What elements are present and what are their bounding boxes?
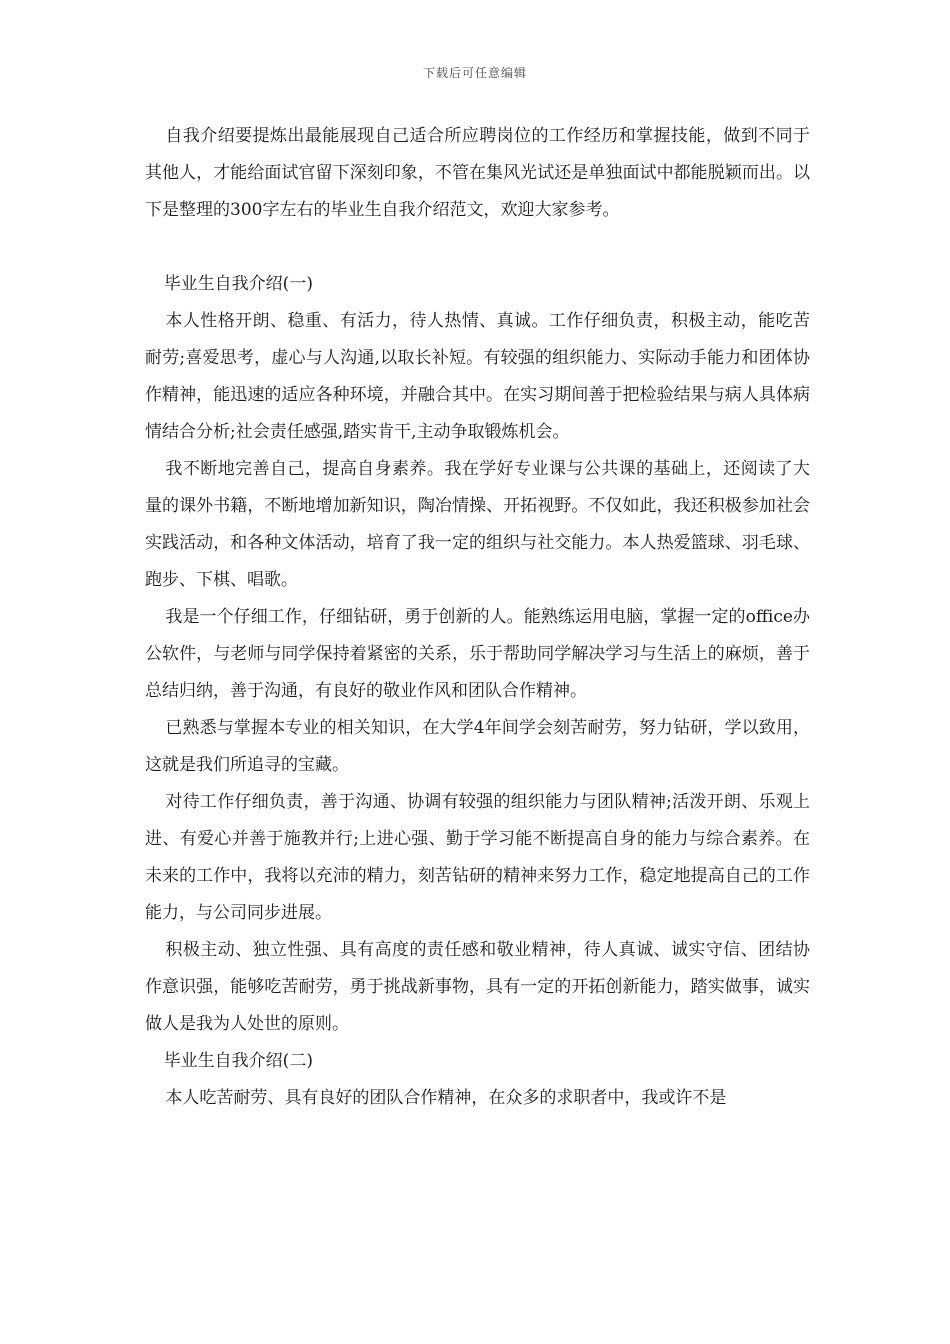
body-paragraph: 本人吃苦耐劳、具有良好的团队合作精神，在众多的求职者中，我或许不是 [165,1088,727,1108]
body-paragraph: 已熟悉与掌握本专业的相关知识，在大学4年间学会刻苦耐劳，努力钻研，学以致用，这就是我们所追寻的宝藏。 [145,718,810,775]
body-paragraph: 我不断地完善自己，提高自身素养。我在学好专业课与公共课的基础上，还阅读了大量的课外书籍，不断地增加新知识，陶冶情操、开拓视野。不仅如此，我还积极参加社会实践活动，和各种文体活动，培育了我一定的组织与社交能力。本人热爱篮球、羽毛球、跑步、下棋、唱歌。 [145,459,810,590]
body-paragraph: 对待工作仔细负责，善于沟通、协调有较强的组织能力与团队精神;活泼开朗、乐观上进、有爱心并善于施教并行;上进心强、勤于学习能不断提高自身的能力与综合素养。在未来的工作中，我将以充沛的精力，刻苦钻研的精神来努力工作，稳定地提高自己的工作能力，与公司同步进展。 [145,792,810,923]
body-paragraph: 积极主动、独立性强、具有高度的责任感和敬业精神，待人真诚、诚实守信、团结协作意识强，能够吃苦耐劳，勇于挑战新事物，具有一定的开拓创新能力，踏实做事，诚实做人是我为人处世的原则。 [145,940,810,1034]
intro-paragraph: 自我介绍要提炼出最能展现自己适合所应聘岗位的工作经历和掌握技能，做到不同于其他人，才能给面试官留下深刻印象，不管在集风光试还是单独面试中都能脱颖而出。以下是整理的300字左右的毕业生自我介绍范文，欢迎大家参考。 [145,126,810,220]
section-heading-1: 毕业生自我介绍(一) [163,274,313,294]
document-body [145,118,810,1117]
page-header: 下载后可任意编辑 [422,66,527,80]
body-paragraph: 本人性格开朗、稳重、有活力，待人热情、真诚。工作仔细负责，积极主动，能吃苦耐劳;喜爱思考，虚心与人沟通,以取长补短。有较强的组织能力、实际动手能力和团体协作精神，能迅速的适应各种环境，并融合其中。在实习期间善于把检验结果与病人具体病情结合分析;社会责任感强,踏实肯干,主动争取锻炼机会。 [145,311,810,442]
section-heading-2: 毕业生自我介绍(二) [163,1051,313,1071]
body-paragraph: 我是一个仔细工作，仔细钻研，勇于创新的人。能熟练运用电脑，掌握一定的office办公软件，与老师与同学保持着紧密的关系，乐于帮助同学解决学习与生活上的麻烦，善于总结归纳，善于沟通，有良好的敬业作风和团队合作精神。 [145,607,810,701]
